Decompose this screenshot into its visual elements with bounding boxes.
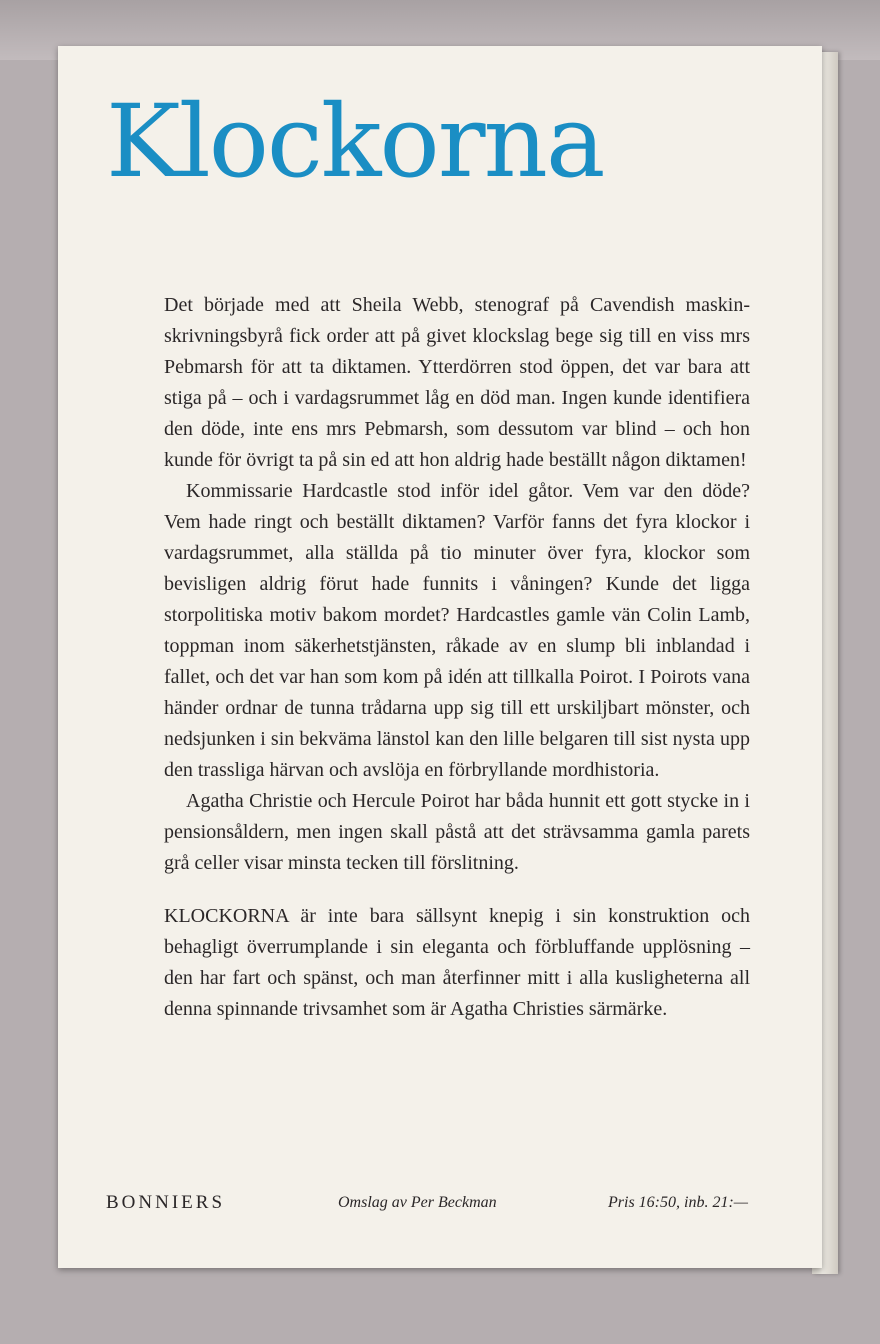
blurb-paragraph-4: KLOCKORNA är inte bara sällsynt knepig i sin konstruktion och behagligt överrumplande i sin eleganta och förbluffande upplösning – den har fart och spänst, och man återfinner mitt i alla kusligheterna all denna spinnande trivsamhet som är Agatha Christies särmärke. — [164, 905, 750, 1020]
publisher-name: BONNIERS — [106, 1192, 226, 1213]
book-title: Klockorna — [106, 83, 604, 200]
book-back-cover — [58, 46, 822, 1268]
blurb-text — [164, 290, 750, 1025]
blurb-paragraph-1: Det började med att Sheila Webb, stenograf på Cavendish maskinskrivningsbyrå fick order att på givet klockslag bege sig till en viss mrs Pebmarsh för att ta diktamen. Ytterdörren stod öppen, det var bara att stiga på – och i vardagsrummet låg en död man. Ingen kunde identifiera den döde, inte ens mrs Pebmarsh, som dessutom var blind – och hon kunde för övrigt ta på sin ed att hon aldrig hade beställt någon diktamen! — [164, 294, 750, 471]
cover-footer — [106, 1192, 748, 1216]
cover-design-credit: Omslag av Per Beckman — [338, 1194, 497, 1211]
blurb-paragraph-3: Agatha Christie och Hercule Poirot har båda hunnit ett gott stycke in i pensionsåldern, men ingen skall påstå att det strävsamma gamla parets grå celler visar minsta tecken till förslitning. — [164, 790, 750, 874]
price-label: Pris 16:50, inb. 21:— — [608, 1194, 748, 1211]
blurb-paragraph-2: Kommissarie Hardcastle stod inför idel gåtor. Vem var den döde? Vem hade ringt och beställt diktamen? Varför fanns det fyra klockor i vardagsrummet, alla ställda på tio minuter över fyra, klockor som bevisligen aldrig förut hade funnits i våningen? Kunde det ligga storpolitiska motiv bakom mordet? Hardcastles gamle vän Colin Lamb, toppman inom säkerhetstjänsten, råkade av en slump bli inblandad i fallet, och det var han som kom på idén att tillkalla Poirot. I Poirots vana händer ordnar de tunna trådarna upp sig till ett urskiljbart mönster, och nedsjunken i sin bekväma länstol kan den lille belgaren till sist nysta upp den trassliga härvan och avslöja en förbryllande mordhistoria. — [164, 480, 750, 781]
